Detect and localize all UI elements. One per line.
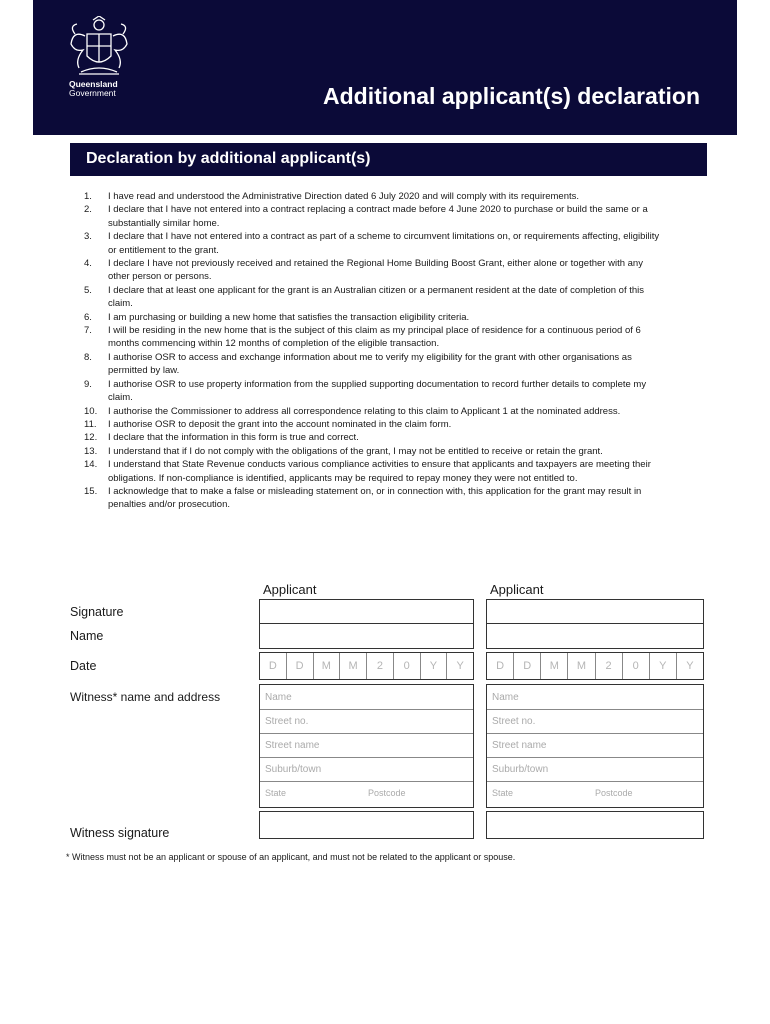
item-number: 12. [84,432,98,444]
declaration-item [84,311,664,324]
declaration-item [84,418,664,431]
item-number: 2. [84,204,92,216]
placeholder: Street no. [265,716,309,727]
date-cell[interactable]: D [260,653,287,679]
item-text: I authorise OSR to deposit the grant into the account nominated in the claim form. [108,418,452,430]
date-cell[interactable]: D [487,653,514,679]
item-number: 15. [84,485,98,497]
applicant-1-header: Applicant [263,582,317,597]
item-text: I declare that I have not entered into a contract as part of a scheme to circumvent limitations on, or requirements affecting, eligibility or entitlement to the grant. [108,231,660,256]
applicant-1-witness-address [259,684,474,808]
item-text: I understand that if I do not comply with the obligations of the grant, I may not be entitled to receive or retain the grant. [108,445,603,457]
page-header [33,0,737,135]
placeholder: Name [492,692,519,703]
witness-suburb-field[interactable] [260,757,473,782]
date-cell[interactable]: M [541,653,568,679]
placeholder: Street no. [492,716,536,727]
date-cell[interactable]: D [287,653,314,679]
applicant-1-date-field[interactable] [259,652,474,680]
applicant-1-name-field[interactable] [259,623,474,649]
item-number: 7. [84,325,92,337]
date-cell[interactable]: Y [686,660,694,672]
date-cell[interactable]: M [340,653,367,679]
date-label: Date [70,659,97,673]
witness-footnote: * Witness must not be an applicant or spouse of an applicant, and must not be related to the applicant or spouse. [66,852,516,862]
date-cell[interactable]: 0 [623,653,650,679]
page-title: Additional applicant(s) declaration [323,83,700,109]
witness-street-name-field[interactable] [260,733,473,758]
item-number: 5. [84,284,92,296]
item-text: I will be residing in the new home that is the subject of this claim as my principal place of residence for a continuous period of 6 months commencing within 12 months of completion of the eligible transaction. [108,325,641,350]
placeholder: Postcode [368,788,406,798]
witness-state-postcode-field[interactable] [260,781,473,805]
declaration-item [84,378,664,405]
item-text: I acknowledge that to make a false or misleading statement on, or in connection with, this application for the grant may result in penalties and/or prosecution. [108,485,642,511]
placeholder: Suburb/town [265,764,322,775]
applicant-2-signature-field[interactable] [486,599,704,624]
item-number: 1. [84,191,92,202]
date-cell[interactable]: Y [456,660,464,672]
date-cell[interactable]: 2 [367,653,394,679]
queensland-government-logo [65,16,133,106]
item-text: I declare I have not previously received and retained the Regional Home Building Boost Grant, either alone or together with any other person or persons. [108,258,643,283]
placeholder: Street name [265,740,320,751]
witness-name-field[interactable] [487,685,703,710]
date-cell[interactable]: 2 [596,653,623,679]
placeholder: Name [265,692,292,703]
logo-line-1: Queensland [69,79,118,89]
item-text: I am purchasing or building a new home that satisfies the transaction eligibility criteria. [108,311,470,323]
declaration-item [84,351,664,378]
item-number: 4. [84,258,92,270]
section-header [70,143,707,176]
date-cell[interactable]: 0 [394,653,421,679]
item-number: 3. [84,231,92,243]
item-text: I understand that State Revenue conducts various compliance activities to ensure that applicants and taxpayers are meeting their obligations. If non-compliance is identified, applicants may be required to repay money they were not entitled to. [108,459,651,484]
date-cell[interactable]: Y [650,653,677,679]
declaration-item [84,445,664,458]
declaration-item [84,324,664,351]
date-cell[interactable]: M [314,653,341,679]
item-number: 14. [84,459,98,471]
declaration-item [84,458,664,485]
logo-text [69,80,118,98]
placeholder: Suburb/town [492,764,549,775]
placeholder: Street name [492,740,547,751]
applicant-2-witness-address [486,684,704,808]
date-cell[interactable]: Y [421,653,448,679]
applicant-2-header: Applicant [490,582,544,597]
declaration-item [84,485,664,512]
item-number: 6. [84,311,92,323]
declaration-item [84,431,664,444]
witness-label: Witness* name and address [70,690,221,704]
signature-label: Signature [70,605,124,619]
item-number: 9. [84,378,92,390]
logo-line-2: Government [69,88,116,98]
witness-street-no-field[interactable] [260,709,473,734]
item-text: I declare that I have not entered into a contract replacing a contract made before 4 June 2020 to purchase or build the same or a substantially similar home. [108,204,648,229]
witness-suburb-field[interactable] [487,757,703,782]
applicant-2-name-field[interactable] [486,623,704,649]
witness-name-field[interactable] [260,685,473,710]
declaration-item [84,203,664,230]
declaration-item [84,190,664,203]
item-text: I authorise the Commissioner to address all correspondence relating to this claim to Applicant 1 at the nominated address. [108,405,621,417]
item-text: I authorise OSR to access and exchange information about me to verify my eligibility for the grant with other organisations as permitted by law. [108,351,632,377]
item-text: I authorise OSR to use property information from the supplied supporting documentation to record further details to complete my claim. [108,378,647,404]
applicant-2-date-field[interactable] [486,652,704,680]
item-number: 11. [84,418,97,430]
name-label: Name [70,629,104,643]
item-number: 8. [84,351,92,363]
declaration-list [84,190,664,512]
item-text: I declare that at least one applicant for the grant is an Australian citizen or a permanent resident at the date of completion of this claim. [108,284,645,310]
witness-state-postcode-field[interactable] [487,781,703,805]
placeholder: Postcode [595,788,633,798]
date-cell[interactable]: D [514,653,541,679]
item-text: I declare that the information in this form is true and correct. [108,432,359,444]
placeholder: State [265,788,287,798]
witness-street-no-field[interactable] [487,709,703,734]
witness-signature-label: Witness signature [70,826,170,840]
declaration-item [84,257,664,284]
date-cell[interactable]: M [568,653,595,679]
applicant-1-witness-signature-field[interactable] [259,811,474,839]
declaration-item [84,230,664,257]
coat-of-arms-icon [65,16,133,78]
item-number: 10. [84,405,98,417]
witness-street-name-field[interactable] [487,733,703,758]
applicant-2-witness-signature-field[interactable] [486,811,704,839]
item-text: I have read and understood the Administrative Direction dated 6 July 2020 and will comply with its requirements. [108,191,580,202]
item-number: 13. [84,445,98,457]
applicant-1-signature-field[interactable] [259,599,474,624]
declaration-item [84,405,664,418]
declaration-item [84,284,664,311]
placeholder: State [492,788,514,798]
section-title: Declaration by additional applicant(s) [86,150,371,167]
